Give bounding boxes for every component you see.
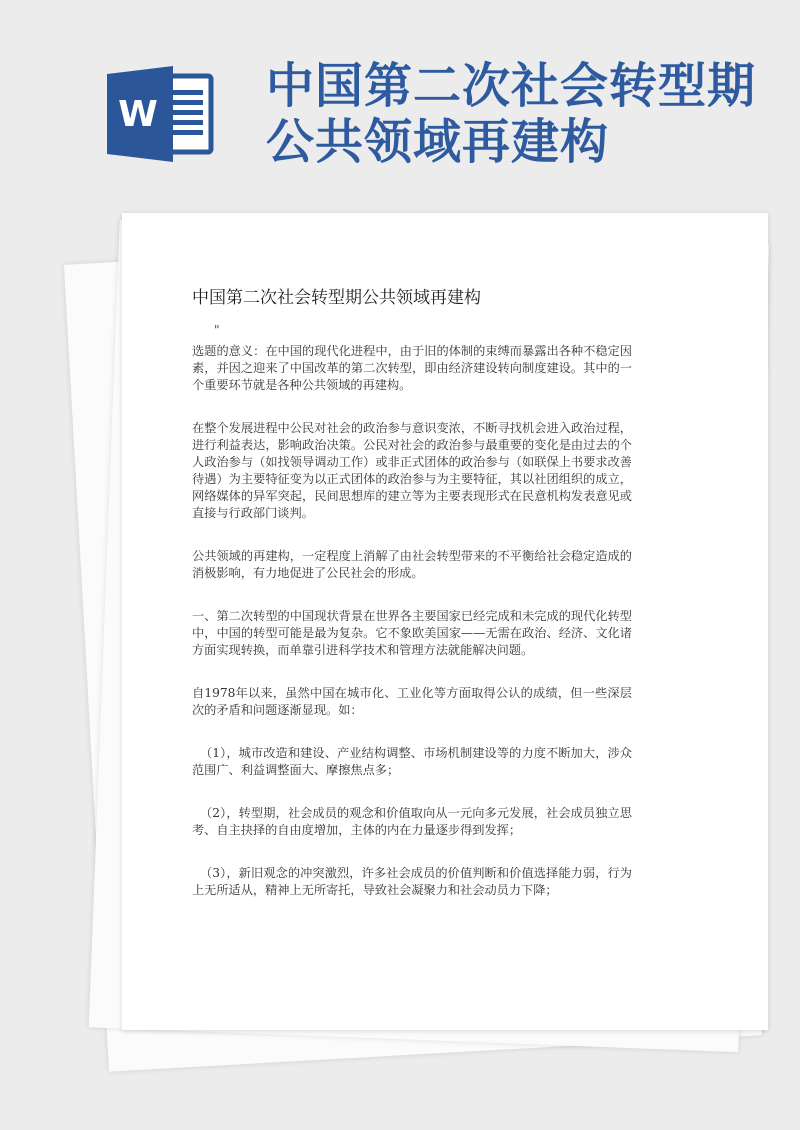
paragraph-public-sphere: 公共领域的再建构，一定程度上消解了由社会转型带来的不平衡给社会稳定造成的消极影响，有力地促进了公民社会的形成。 xyxy=(192,549,632,580)
paragraph-since-1978: 自1978年以来，虽然中国在城市化、工业化等方面取得公认的成绩，但一些深层次的矛盾和问题逐渐显现。如： xyxy=(192,686,632,717)
hero-title xyxy=(266,58,786,170)
list-item-3: （3），新旧观念的冲突激烈，许多社会成员的价值判断和价值选择能力弱，行为上无所适从，精神上无所寄托，导致社会凝聚力和社会动员力下降； xyxy=(192,866,632,897)
hero-title-line-1: 中国第二次社会转型期 xyxy=(266,58,757,114)
logo-letter: W xyxy=(118,94,158,135)
document-page xyxy=(122,213,768,1030)
hero-title-line-2: 公共领域再建构 xyxy=(266,114,610,170)
list-item-2: （2），转型期，社会成员的观念和价值取向从一元向多元发展，社会成员独立思考、自主抉择的自由度增加，主体的内在力量逐步得到发挥； xyxy=(192,806,632,837)
paragraph-significance: 选题的意义：在中国的现代化进程中，由于旧的体制的束缚而暴露出各种不稳定因素，并因之迎来了中国改革的第二次转型，即由经济建设转向制度建设。其中的一个重要环节就是各种公共领域的再建构。 xyxy=(192,344,632,392)
list-item-1: （1），城市改造和建设、产业结构调整、市场机制建设等的力度不断加大，涉众范围广、利益调整面大、摩擦焦点多； xyxy=(192,746,632,777)
quote-mark: " xyxy=(214,323,220,337)
document-title: 中国第二次社会转型期公共领域再建构 xyxy=(192,288,481,308)
paragraph-section-one: 一、第二次转型的中国现状背景在世界各主要国家已经完成和未完成的现代化转型中，中国的转型可能是最为复杂。它不象欧美国家——无需在政治、经济、文化诸方面实现转换，而单靠引进科学技术和管理方法就能解决问题。 xyxy=(192,609,632,657)
document-body xyxy=(192,343,632,925)
word-document-icon xyxy=(107,66,215,162)
paragraph-political-participation: 在整个发展进程中公民对社会的政治参与意识变浓，不断寻找机会进入政治过程，进行利益表达，影响政治决策。公民对社会的政治参与最重要的变化是由过去的个人政治参与（如找领导调动工作）或非正式团体的政治参与（如联保上书要求改善待遇）为主要特征变为以正式团体的政治参与为主要特征，其以社团组织的成立，网络媒体的异军突起，民间思想库的建立等为主要表现形式在民意机构发表意见或直接与行政部门谈判。 xyxy=(192,421,632,520)
